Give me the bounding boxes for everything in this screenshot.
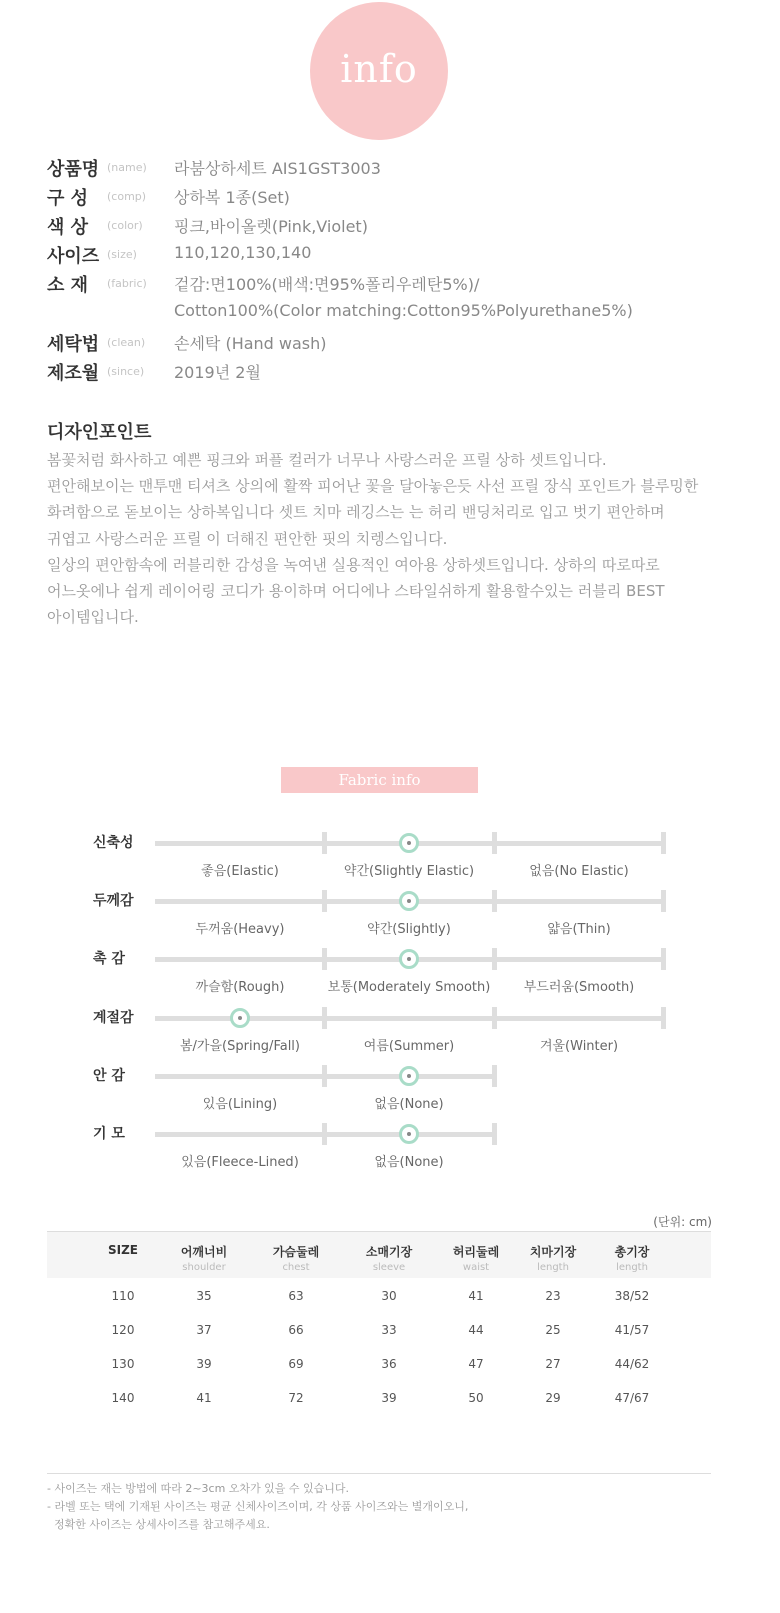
size-table-cell: 37 <box>196 1323 212 1337</box>
product-info-label: 색 상 <box>47 217 89 238</box>
size-table-cell: 72 <box>288 1391 304 1405</box>
size-table-cell: 23 <box>545 1289 561 1303</box>
fabric-row-label: 안 감 <box>93 1068 125 1084</box>
product-info-value: 라붐상하세트 AIS1GST3003 <box>174 159 381 178</box>
size-table-cell: 50 <box>468 1391 484 1405</box>
size-table-cell: 63 <box>288 1289 304 1303</box>
fabric-option-label: 봄/가을(Spring/Fall) <box>179 1039 300 1054</box>
size-header-ko: SIZE <box>107 1243 138 1257</box>
size-table-cell: 30 <box>381 1289 397 1303</box>
fabric-option-label: 없음(None) <box>374 1155 444 1170</box>
size-header-ko: 어깨너비 <box>180 1245 228 1259</box>
info-badge <box>310 2 448 140</box>
size-table-cell: 41/57 <box>614 1323 650 1337</box>
fabric-scale-tick <box>322 1065 327 1087</box>
size-table-cell: 41 <box>196 1391 212 1405</box>
fabric-scale-tick <box>492 832 497 854</box>
product-info-row <box>47 271 747 297</box>
size-table-cell: 130 <box>111 1357 135 1371</box>
product-info-label: 상품명 <box>47 159 100 180</box>
fabric-option-label: 까슬함(Rough) <box>195 980 285 995</box>
design-point-line: 어느옷에나 쉽게 레이어링 코디가 용이하며 어디에나 스타일쉬하게 활용할수있는 러블리 BEST <box>47 582 665 601</box>
fabric-option-label: 여름(Summer) <box>363 1039 455 1054</box>
product-info-label: 소 재 <box>47 275 89 296</box>
fabric-option-label: 있음(Lining) <box>202 1097 278 1112</box>
fabric-selected-marker <box>399 891 419 911</box>
size-unit: (단위: cm) <box>653 1215 712 1229</box>
fabric-scale-tick <box>661 890 666 912</box>
product-info-sub: (size) <box>107 248 137 261</box>
design-point-line: 화려함으로 돋보이는 상하복입니다 셋트 치마 레깅스는 는 허리 밴딩처리로 입고 벗기 편안하며 <box>47 503 665 522</box>
product-info-sub: (comp) <box>107 190 147 203</box>
fabric-selected-marker <box>230 1008 250 1028</box>
fabric-selected-marker <box>399 1066 419 1086</box>
size-table-cell: 120 <box>111 1323 135 1337</box>
size-header-en: length <box>616 1262 648 1273</box>
fabric-scale-tick <box>661 1007 666 1029</box>
fabric-scale-tick <box>322 832 327 854</box>
fabric-row-label: 두께감 <box>93 893 134 909</box>
fabric-row-label: 신축성 <box>93 835 134 851</box>
product-info-row <box>47 242 747 268</box>
fabric-scale-tick <box>661 832 666 854</box>
product-info-sub: (color) <box>107 219 143 232</box>
fabric-scale-tick <box>322 1123 327 1145</box>
info-badge-label: info <box>340 47 418 91</box>
design-point-title: 디자인포인트 <box>47 422 152 443</box>
design-point-line: 귀엽고 사랑스러운 프릴 이 더해진 편안한 핏의 치렝스입니다. <box>47 529 448 548</box>
fabric-scale-tick <box>322 948 327 970</box>
size-table-cell: 25 <box>545 1323 561 1337</box>
size-table-cell: 39 <box>196 1357 212 1371</box>
fabric-scale-tick <box>492 1007 497 1029</box>
size-table-cell: 27 <box>545 1357 561 1371</box>
design-point-line: 아이템입니다. <box>47 608 139 627</box>
fabric-scale-tick <box>492 890 497 912</box>
size-table-cell: 140 <box>111 1391 135 1405</box>
product-info-value: 겉감:면100%(배색:면95%폴리우레탄5%)/ <box>174 275 480 294</box>
fabric-option-label: 없음(None) <box>374 1097 444 1112</box>
product-info-label: 구 성 <box>47 188 89 209</box>
product-info-row <box>47 184 747 210</box>
product-info-row <box>47 155 747 181</box>
fabric-row <box>0 1067 780 1117</box>
fabric-option-label: 부드러움(Smooth) <box>523 980 635 995</box>
size-table-cell: 41 <box>468 1289 484 1303</box>
fabric-option-label: 있음(Fleece-Lined) <box>181 1155 299 1170</box>
size-header-en: shoulder <box>182 1262 226 1273</box>
size-table-cell: 44/62 <box>614 1357 650 1371</box>
product-info-sub: (clean) <box>107 336 146 349</box>
size-header-en: waist <box>462 1262 490 1273</box>
fabric-option-label: 겨울(Winter) <box>539 1039 619 1054</box>
fabric-option-label: 약간(Slightly) <box>367 922 451 937</box>
fabric-scale-tick <box>661 948 666 970</box>
fabric-selected-marker <box>399 949 419 969</box>
size-header-en: length <box>537 1262 569 1273</box>
fabric-row <box>0 1125 780 1175</box>
fabric-info-title: Fabric info <box>281 767 478 793</box>
fabric-scale-tick <box>492 1065 497 1087</box>
size-table-cell: 39 <box>381 1391 397 1405</box>
fabric-row-label: 계절감 <box>93 1010 134 1026</box>
fabric-row <box>0 834 780 884</box>
fabric-row-label: 촉 감 <box>93 951 125 967</box>
size-header-ko: 총기장 <box>614 1245 650 1259</box>
size-note-line: - 사이즈는 재는 방법에 따라 2~3cm 오차가 있을 수 있습니다. <box>47 1482 350 1495</box>
fabric-selected-marker <box>399 1124 419 1144</box>
product-info-label: 제조월 <box>47 363 100 384</box>
product-info-row <box>47 330 747 356</box>
fabric-row-label: 기 모 <box>93 1126 125 1142</box>
product-info-sub: (since) <box>107 365 145 378</box>
fabric-selected-marker <box>399 833 419 853</box>
fabric-row <box>0 950 780 1000</box>
fabric-scale-tick <box>492 1123 497 1145</box>
size-notes <box>47 1480 468 1534</box>
product-info-row <box>47 300 747 326</box>
fabric-option-label: 두꺼움(Heavy) <box>195 922 285 937</box>
design-point-line: 일상의 편안함속에 러블리한 감성을 녹여낸 실용적인 여아용 상하셋트입니다. 상하의 따로따로 <box>47 555 660 574</box>
product-info-sub: (name) <box>107 161 147 174</box>
size-table-cell: 66 <box>288 1323 304 1337</box>
fabric-row <box>0 1009 780 1059</box>
size-header-en: chest <box>282 1262 310 1273</box>
fabric-scale-tick <box>492 948 497 970</box>
size-table-cell: 38/52 <box>614 1289 650 1303</box>
size-table-cell: 110 <box>111 1289 135 1303</box>
fabric-row <box>0 892 780 942</box>
fabric-option-label: 약간(Slightly Elastic) <box>343 864 475 879</box>
size-table-cell: 44 <box>468 1323 484 1337</box>
size-note-line: - 라벨 또는 택에 기재된 사이즈는 평균 신체사이즈이며, 각 상품 사이즈와는 별개이오니, <box>47 1500 469 1513</box>
product-info-label: 세탁법 <box>47 334 100 355</box>
product-info-value: Cotton100%(Color matching:Cotton95%Polyurethane5%) <box>174 301 633 320</box>
fabric-option-label: 얇음(Thin) <box>547 922 611 937</box>
size-header-ko: 허리둘레 <box>452 1245 500 1259</box>
design-point-text <box>47 447 747 630</box>
product-info-value: 손세탁 (Hand wash) <box>174 334 327 353</box>
size-table-cell: 47 <box>468 1357 484 1371</box>
design-point-line: 편안해보이는 맨투맨 티셔츠 상의에 활짝 피어난 꽃을 달아놓은듯 사선 프릴 장식 포인트가 블루밍한 <box>47 477 699 496</box>
fabric-option-label: 좋음(Elastic) <box>201 864 279 879</box>
design-point-line: 봄꽃처럼 화사하고 예쁜 핑크와 퍼플 컬러가 너무나 사랑스러운 프릴 상하 셋트입니다. <box>47 451 607 469</box>
size-table-cell: 29 <box>545 1391 561 1405</box>
size-table-cell: 35 <box>196 1289 212 1303</box>
size-header-ko: 가슴둘레 <box>272 1245 320 1259</box>
size-header-ko: 치마기장 <box>529 1245 577 1259</box>
size-table-header-cell <box>577 1243 687 1273</box>
product-info-value: 2019년 2월 <box>174 363 261 382</box>
size-header-en: sleeve <box>372 1262 406 1273</box>
size-table-cell: 36 <box>381 1357 397 1371</box>
size-table-cell: 47/67 <box>614 1391 650 1405</box>
fabric-option-label: 보통(Moderately Smooth) <box>327 980 491 995</box>
product-info-sub: (fabric) <box>107 277 147 290</box>
product-info-value: 핑크,바이올렛(Pink,Violet) <box>174 217 368 236</box>
product-info-row <box>47 213 747 239</box>
size-table-cell: 33 <box>381 1323 397 1337</box>
product-info-row <box>47 359 747 385</box>
fabric-option-label: 없음(No Elastic) <box>529 864 629 879</box>
notes-divider <box>47 1473 711 1474</box>
product-info-label: 사이즈 <box>47 246 100 267</box>
product-info-value: 상하복 1종(Set) <box>174 188 290 207</box>
fabric-scale-tick <box>322 1007 327 1029</box>
product-info-value: 110,120,130,140 <box>174 243 312 262</box>
fabric-scale-tick <box>322 890 327 912</box>
size-note-line: 정확한 사이즈는 상세사이즈를 참고해주세요. <box>47 1518 270 1531</box>
size-table-cell: 69 <box>288 1357 304 1371</box>
size-header-ko: 소매기장 <box>365 1245 413 1259</box>
